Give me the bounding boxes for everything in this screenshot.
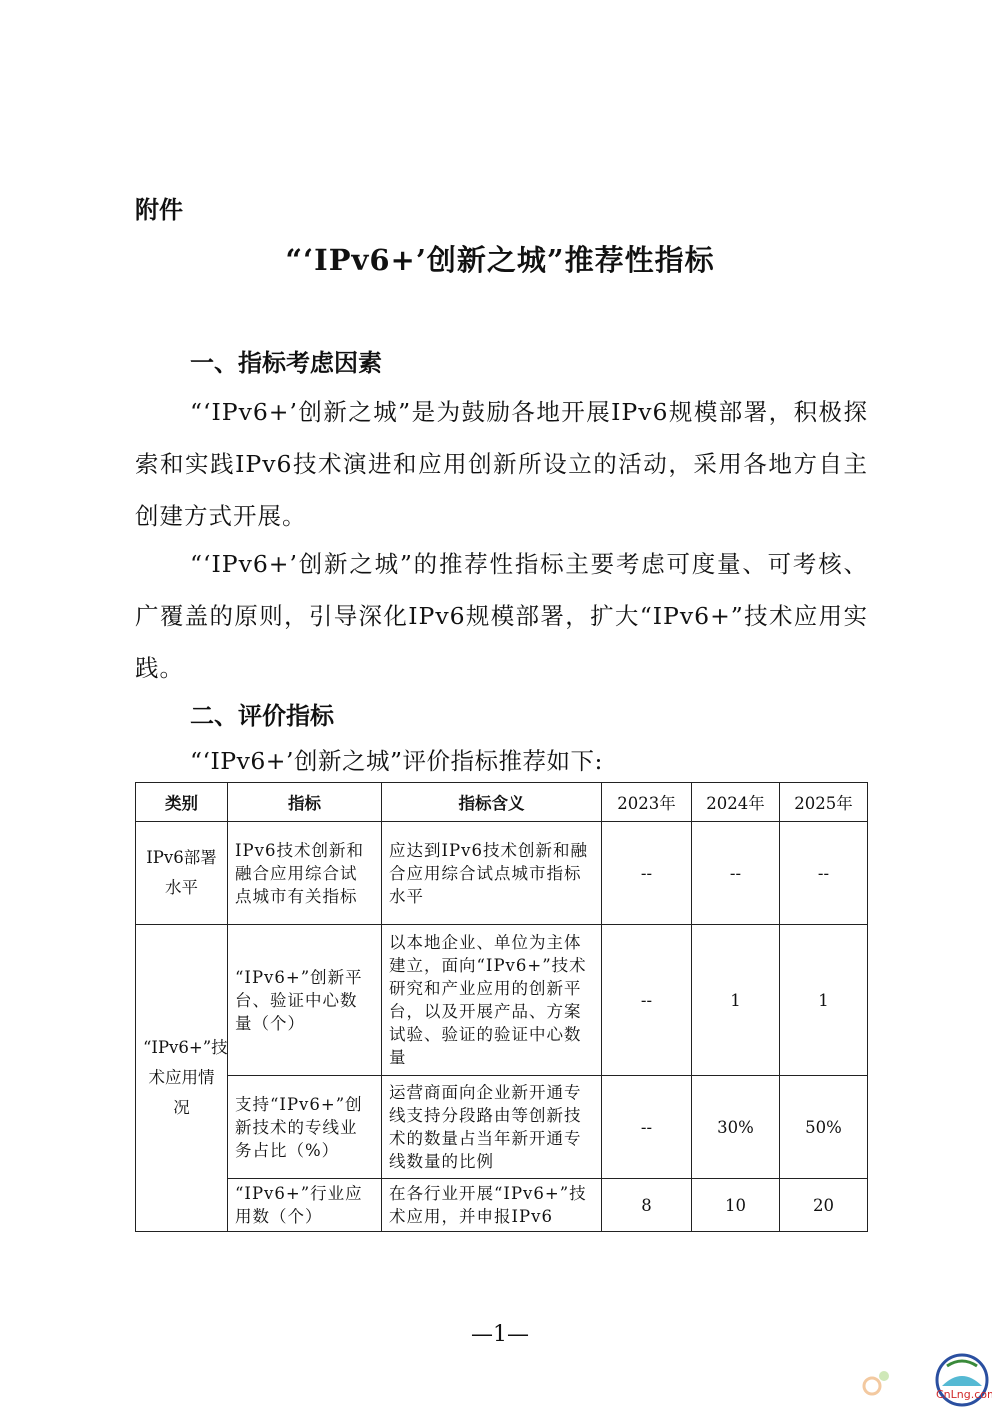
table-row [136, 925, 868, 1076]
header-indicator: 指标 [228, 783, 382, 822]
section-2-heading: 二、评价指标 [190, 702, 334, 730]
section-1-heading: 一、指标考虑因素 [190, 349, 382, 377]
value-2024-cell: -- [692, 822, 780, 925]
meaning-cell: 以本地企业、单位为主体建立，面向“IPv6+”技术研究和产业应用的创新平台，以及开展产品、方案试验、验证的验证中心数量 [382, 925, 602, 1076]
document-title: “‘IPv6+’创新之城”推荐性指标 [285, 243, 715, 277]
category-cell: “IPv6+”技术应用情况 [136, 925, 228, 1232]
value-2023-cell: 8 [602, 1179, 692, 1232]
header-2024: 2024年 [692, 783, 780, 822]
table-row [136, 1179, 868, 1232]
value-2024-cell: 10 [692, 1179, 780, 1232]
value-2023-cell: -- [602, 925, 692, 1076]
value-2023-cell: -- [602, 822, 692, 925]
table-row [136, 1076, 868, 1179]
globe-logo-icon [862, 1352, 992, 1407]
indicator-cell: “IPv6+”创新平台、验证中心数量（个） [228, 925, 382, 1076]
value-2025-cell: 50% [780, 1076, 868, 1179]
indicator-cell: 支持“IPv6+”创新技术的专线业务占比（%） [228, 1076, 382, 1179]
meaning-cell: 运营商面向企业新开通专线支持分段路由等创新技术的数量占当年新开通专线数量的比例 [382, 1076, 602, 1179]
indicator-table [135, 782, 868, 1232]
table-header-row [136, 783, 868, 822]
header-category: 类别 [136, 783, 228, 822]
value-2025-cell: 20 [780, 1179, 868, 1232]
indicator-cell: IPv6技术创新和融合应用综合试点城市有关指标 [228, 822, 382, 925]
table-lead-text: “‘IPv6+’创新之城”评价指标推荐如下: [190, 747, 603, 775]
watermark-logo [862, 1352, 992, 1407]
page-number: —1— [471, 1322, 529, 1347]
section-1-paragraph-1: “‘IPv6+’创新之城”是为鼓励各地开展IPv6规模部署，积极探索和实践IPv6技术演进和应用创新所设立的活动，采用各地方自主创建方式开展。 [135, 398, 868, 530]
value-2024-cell: 1 [692, 925, 780, 1076]
category-cell: IPv6部署水平 [136, 822, 228, 925]
meaning-cell: 应达到IPv6技术创新和融合应用综合试点城市指标水平 [382, 822, 602, 925]
value-2023-cell: -- [602, 1076, 692, 1179]
header-meaning: 指标含义 [382, 783, 602, 822]
table-row [136, 822, 868, 925]
watermark-text: CnLng.com [936, 1388, 992, 1401]
attachment-label: 附件 [135, 196, 183, 224]
value-2025-cell: -- [780, 822, 868, 925]
section-1-paragraph-2: “‘IPv6+’创新之城”的推荐性指标主要考虑可度量、可考核、广覆盖的原则，引导深化IPv6规模部署，扩大“IPv6+”技术应用实践。 [135, 550, 868, 682]
value-2025-cell: 1 [780, 925, 868, 1076]
meaning-cell: 在各行业开展“IPv6+”技术应用，并申报IPv6 [382, 1179, 602, 1232]
header-2023: 2023年 [602, 783, 692, 822]
indicator-cell: “IPv6+”行业应用数（个） [228, 1179, 382, 1232]
value-2024-cell: 30% [692, 1076, 780, 1179]
header-2025: 2025年 [780, 783, 868, 822]
